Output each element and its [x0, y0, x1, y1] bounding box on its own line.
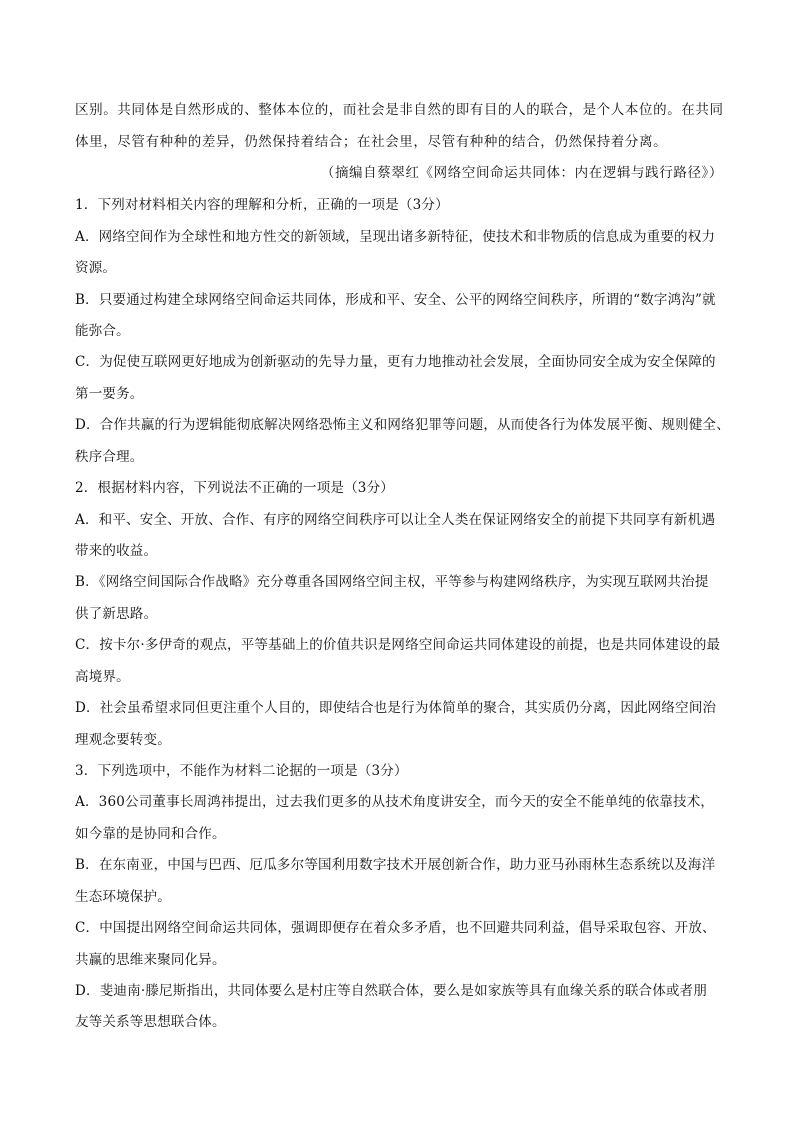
- question-3-option-c-line-2: 共赢的思维来聚同化异。: [75, 952, 226, 968]
- question-1-option-a-line-1: A．网络空间作为全球性和地方性交的新领域，呈现出诸多新特征，使技术和非物质的信息成为重要的权力: [75, 229, 716, 245]
- question-1-stem: 1．下列对材料相关内容的理解和分析，正确的一项是（3分）: [75, 197, 449, 213]
- question-3-option-b-line-1: B．在东南亚，中国与巴西、厄瓜多尔等国利用数字技术开展创新合作，助力亚马孙雨林生态系统以及海洋: [75, 857, 716, 873]
- question-3-option-d-line-2: 友等关系等思想联合体。: [75, 1014, 226, 1030]
- question-3-option-d-line-1: D．斐迪南·滕尼斯指出，共同体要么是村庄等自然联合体，要么是如家族等具有血缘关系的联合体或者朋: [75, 983, 708, 999]
- question-1-option-d-line-2: 秩序合理。: [75, 449, 144, 465]
- question-1-option-a-line-2: 资源。: [75, 260, 117, 276]
- question-1-option-b-line-1: B．只要通过构建全球网络空间命运共同体，形成和平、安全、公平的网络空间秩序，所谓的“数字鸿沟”就: [75, 292, 716, 308]
- question-1-option-d-line-1: D．合作共赢的行为逻辑能彻底解决网络恐怖主义和网络犯罪等问题，从而使各行为体发展平衡、规则健全、: [75, 417, 730, 433]
- question-1-option-c-line-2: 第一要务。: [75, 386, 144, 402]
- question-3-option-a-line-2: 如今靠的是协同和合作。: [75, 826, 226, 842]
- question-2-option-a-line-1: A．和平、安全、开放、合作、有序的网络空间秩序可以让全人类在保证网络安全的前提下共同享有新机遇: [75, 512, 716, 528]
- question-2-stem: 2．根据材料内容，下列说法不正确的一项是（3分）: [75, 480, 394, 496]
- question-3-stem: 3．下列选项中，不能作为材料二论据的一项是（3分）: [75, 763, 408, 779]
- question-3-option-a-line-1: A．360公司董事长周鸿祎提出，过去我们更多的从技术角度讲安全，而今天的安全不能单纯的依靠技术，: [75, 794, 715, 810]
- question-2-option-d-line-1: D．社会虽希望求同但更注重个人目的，即使结合也是行为体简单的聚合，其实质仍分离，因此网络空间治: [75, 700, 717, 716]
- question-3-option-c-line-1: C．中国提出网络空间命运共同体，强调即便存在着众多矛盾，也不回避共同利益，倡导采取包容、开放、: [75, 920, 716, 936]
- question-3-option-b-line-2: 生态环境保护。: [75, 889, 171, 905]
- question-2-option-b-line-2: 供了新思路。: [75, 606, 158, 622]
- question-1-option-b-line-2: 能弥合。: [75, 323, 130, 339]
- question-2-option-d-line-2: 理观念要转变。: [75, 732, 171, 748]
- question-2-option-a-line-2: 带来的收益。: [75, 543, 158, 559]
- passage-line-1: 区别。共同体是自然形成的、整体本位的，而社会是非自然的即有目的人的联合，是个人本位的。在共同: [75, 102, 724, 118]
- question-1-option-c-line-1: C．为促使互联网更好地成为创新驱动的先导力量，更有力地推动社会发展，全面协同安全成为安全保障的: [75, 354, 716, 370]
- passage-line-2: 体里，尽管有种种的差异，仍然保持着结合；在社会里，尽管有种种的结合，仍然保持着分离。: [75, 134, 668, 150]
- question-2-option-b-line-1: B．《网络空间国际合作战略》充分尊重各国网络空间主权，平等参与构建网络秩序，为实现互联网共治提: [75, 574, 709, 590]
- question-2-option-c-line-2: 高境界。: [75, 669, 130, 685]
- passage-source: （摘编自蔡翠红《网络空间命运共同体：内在逻辑与践行路径》）: [320, 165, 723, 181]
- question-2-option-c-line-1: C．按卡尔·多伊奇的观点，平等基础上的价值共识是网络空间命运共同体建设的前提，也是共同体建设的最: [75, 637, 721, 653]
